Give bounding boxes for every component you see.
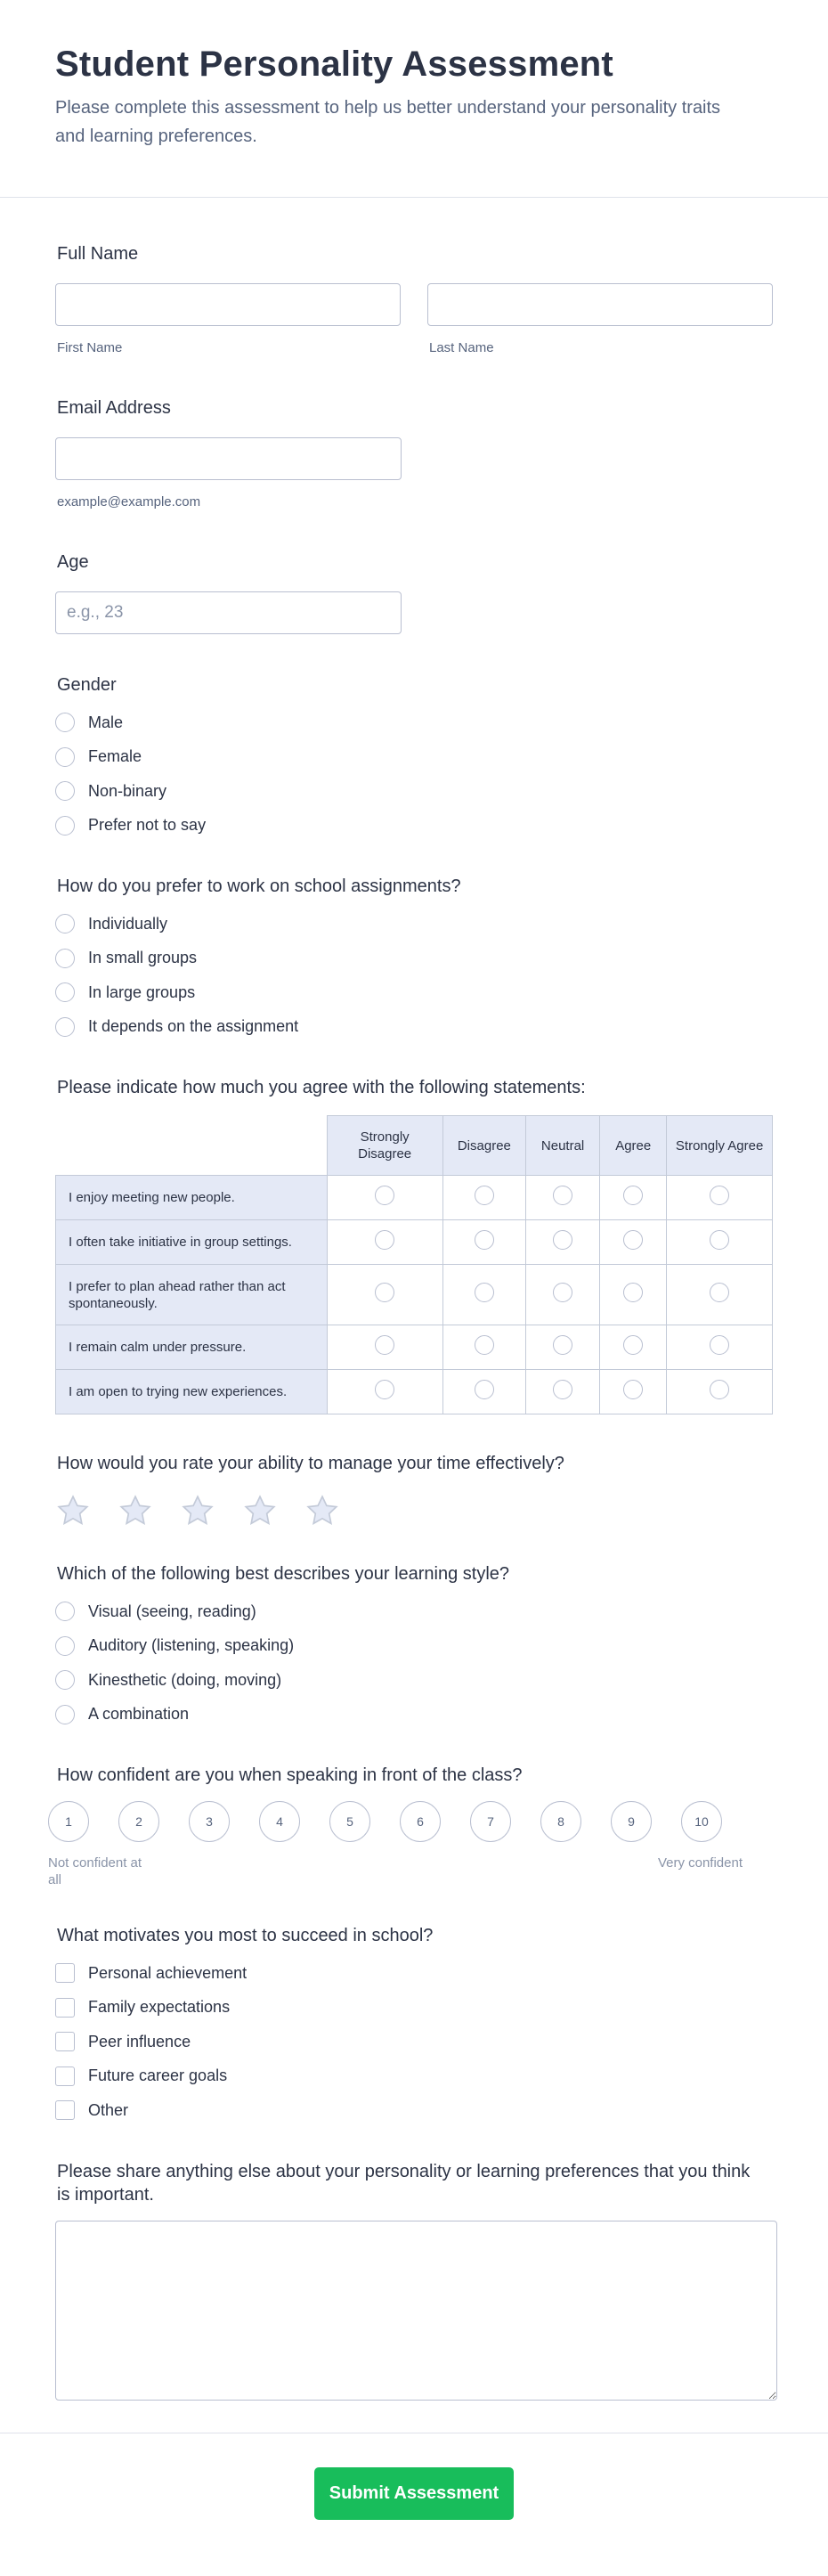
radio-button[interactable] [553, 1380, 572, 1399]
scale-option[interactable]: 7 [470, 1801, 511, 1842]
option-label: Prefer not to say [88, 816, 207, 835]
radio-button[interactable] [55, 1602, 75, 1621]
radio-button[interactable] [55, 1705, 75, 1724]
scale-option[interactable]: 8 [540, 1801, 581, 1842]
gender-label: Gender [57, 675, 117, 695]
scale-option[interactable]: 3 [189, 1801, 230, 1842]
matrix-cell[interactable] [667, 1370, 773, 1414]
matrix-cell[interactable] [600, 1265, 667, 1325]
matrix-cell[interactable] [327, 1265, 442, 1325]
matrix-cell[interactable] [526, 1370, 600, 1414]
matrix-cell[interactable] [526, 1176, 600, 1220]
gender-option[interactable] [55, 809, 773, 844]
option-label: In small groups [88, 949, 198, 967]
matrix-cell[interactable] [327, 1220, 442, 1265]
option-label: Male [88, 713, 124, 731]
age-question [55, 550, 773, 634]
scale-option[interactable]: 5 [329, 1801, 370, 1842]
radio-button[interactable] [55, 816, 75, 836]
confidence-question [48, 1764, 773, 1888]
full-name-label: Full Name [57, 244, 139, 264]
age-input[interactable]: e.g., 23 [55, 591, 402, 634]
motivation-option[interactable] [55, 1956, 773, 1991]
work-preference-option[interactable] [55, 1010, 773, 1045]
option-label: Visual (seeing, reading) [88, 1602, 256, 1620]
matrix-cell[interactable] [442, 1265, 525, 1325]
radio-button[interactable] [55, 781, 75, 801]
learning-style-option[interactable] [55, 1629, 773, 1664]
radio-button[interactable] [475, 1283, 494, 1302]
scale-low-label: Not confident at all [48, 1855, 142, 1887]
radio-button[interactable] [623, 1335, 643, 1355]
email-input[interactable] [55, 437, 402, 480]
scale-high-label: Very confident [657, 1855, 743, 1871]
matrix-cell[interactable] [442, 1325, 525, 1370]
motivation-option[interactable] [55, 2025, 773, 2059]
gender-option[interactable] [55, 740, 773, 775]
option-label: It depends on the assignment [88, 1017, 299, 1036]
matrix-cell[interactable] [327, 1325, 442, 1370]
radio-button[interactable] [475, 1380, 494, 1399]
radio-button[interactable] [55, 1017, 75, 1037]
age-label: Age [57, 552, 89, 572]
radio-button[interactable] [623, 1283, 643, 1302]
learning-style-options [55, 1594, 773, 1732]
comments-label: Please share anything else about your personality or learning preferences that you think is important. [57, 2161, 751, 2205]
confidence-label: How confident are you when speaking in front of the class? [57, 1765, 523, 1785]
option-label: Kinesthetic (doing, moving) [88, 1670, 282, 1689]
motivation-option[interactable] [55, 2059, 773, 2094]
work-preference-option[interactable] [55, 942, 773, 976]
matrix-label: Please indicate how much you agree with the following statements: [57, 1078, 586, 1097]
learning-style-option[interactable] [55, 1698, 773, 1732]
learning-style-question [55, 1562, 773, 1732]
work-preference-options [55, 907, 773, 1044]
scale-option[interactable]: 4 [259, 1801, 300, 1842]
comments-textarea[interactable] [55, 2221, 777, 2401]
radio-button[interactable] [623, 1230, 643, 1250]
matrix-cell[interactable] [600, 1220, 667, 1265]
matrix-row-label: I remain calm under pressure. [56, 1325, 328, 1370]
star-rating [55, 1493, 773, 1528]
option-label: Peer influence [88, 2032, 191, 2050]
radio-button[interactable] [623, 1186, 643, 1205]
form-footer [0, 2433, 828, 2576]
radio-button[interactable] [710, 1230, 729, 1250]
matrix-cell[interactable] [442, 1220, 525, 1265]
matrix-row-label: I often take initiative in group settings. [56, 1220, 328, 1265]
agreement-matrix [55, 1115, 773, 1414]
work-preference-option[interactable] [55, 975, 773, 1010]
work-preference-question [55, 875, 773, 1044]
matrix-column-header: Agree [600, 1116, 667, 1176]
matrix-column-header: Disagree [442, 1116, 525, 1176]
radio-button[interactable] [55, 747, 75, 767]
work-preference-option[interactable] [55, 907, 773, 942]
radio-button[interactable] [375, 1283, 394, 1302]
radio-button[interactable] [375, 1186, 394, 1205]
option-label: Future career goals [88, 2067, 228, 2085]
matrix-cell[interactable] [667, 1325, 773, 1370]
radio-button[interactable] [710, 1335, 729, 1355]
scale-option[interactable]: 9 [611, 1801, 652, 1842]
comments-question [55, 2160, 773, 2405]
matrix-cell[interactable] [600, 1325, 667, 1370]
gender-option[interactable] [55, 705, 773, 740]
motivation-label: What motivates you most to succeed in school? [57, 1926, 434, 1945]
radio-button[interactable] [55, 713, 75, 732]
checkbox[interactable] [55, 1998, 75, 2018]
matrix-cell[interactable] [600, 1370, 667, 1414]
gender-options [55, 705, 773, 843]
option-label: Auditory (listening, speaking) [88, 1636, 295, 1655]
radio-button[interactable] [710, 1186, 729, 1205]
time-rating-label: How would you rate your ability to manage your time effectively? [57, 1454, 564, 1473]
matrix-cell[interactable] [600, 1176, 667, 1220]
radio-button[interactable] [475, 1186, 494, 1205]
matrix-corner [56, 1116, 328, 1176]
learning-style-label: Which of the following best describes your learning style? [57, 1564, 510, 1584]
page-title: Student Personality Assessment [55, 45, 613, 84]
first-name-sublabel: First Name [57, 340, 123, 355]
radio-button[interactable] [553, 1283, 572, 1302]
radio-button[interactable] [553, 1335, 572, 1355]
matrix-row-label: I am open to trying new experiences. [56, 1370, 328, 1414]
matrix-cell[interactable] [442, 1370, 525, 1414]
matrix-cell[interactable] [667, 1265, 773, 1325]
radio-button[interactable] [375, 1335, 394, 1355]
matrix-cell[interactable] [667, 1220, 773, 1265]
option-label: In large groups [88, 982, 196, 1001]
full-name-question [55, 242, 773, 355]
email-label: Email Address [57, 398, 171, 418]
matrix-cell[interactable] [526, 1220, 600, 1265]
radio-button[interactable] [553, 1186, 572, 1205]
matrix-column-header: Strongly Disagree [327, 1116, 442, 1176]
option-label: Individually [88, 914, 168, 933]
radio-button[interactable] [710, 1283, 729, 1302]
radio-button[interactable] [55, 949, 75, 968]
option-label: Female [88, 747, 142, 766]
radio-button[interactable] [623, 1380, 643, 1399]
confidence-scale [48, 1801, 773, 1842]
scale-option[interactable]: 1 [48, 1801, 89, 1842]
star-icon[interactable] [242, 1493, 278, 1528]
radio-button[interactable] [375, 1380, 394, 1399]
scale-option[interactable]: 2 [118, 1801, 159, 1842]
star-icon[interactable] [118, 1493, 153, 1528]
email-question [55, 396, 773, 509]
matrix-cell[interactable] [667, 1176, 773, 1220]
last-name-sublabel: Last Name [429, 340, 494, 355]
scale-labels [48, 1855, 743, 1888]
matrix-column-header: Neutral [526, 1116, 600, 1176]
matrix-cell[interactable] [327, 1370, 442, 1414]
matrix-cell[interactable] [526, 1325, 600, 1370]
form-header [0, 0, 828, 198]
gender-question [55, 673, 773, 843]
matrix-column-header: Strongly Agree [667, 1116, 773, 1176]
checkbox[interactable] [55, 2067, 75, 2086]
radio-button[interactable] [475, 1335, 494, 1355]
matrix-row-label: I enjoy meeting new people. [56, 1176, 328, 1220]
checkbox[interactable] [55, 1963, 75, 1983]
agreement-matrix-question [55, 1076, 773, 1414]
option-label: Non-binary [88, 781, 167, 800]
radio-button[interactable] [553, 1230, 572, 1250]
last-name-group [427, 283, 773, 355]
radio-button[interactable] [55, 1636, 75, 1656]
scale-option[interactable]: 10 [681, 1801, 722, 1842]
radio-button[interactable] [55, 982, 75, 1002]
learning-style-option[interactable] [55, 1594, 773, 1629]
radio-button[interactable] [55, 1670, 75, 1690]
option-label: Family expectations [88, 1998, 231, 2017]
name-row [55, 283, 773, 355]
matrix-cell[interactable] [327, 1176, 442, 1220]
checkbox[interactable] [55, 2100, 75, 2120]
learning-style-option[interactable] [55, 1663, 773, 1698]
gender-option[interactable] [55, 774, 773, 809]
first-name-group [55, 283, 401, 355]
option-label: Other [88, 2100, 129, 2119]
radio-button[interactable] [55, 914, 75, 933]
time-rating-question [55, 1452, 773, 1528]
last-name-input[interactable] [427, 283, 773, 326]
option-label: Personal achievement [88, 1963, 248, 1982]
scale-option[interactable]: 6 [400, 1801, 441, 1842]
checkbox[interactable] [55, 2032, 75, 2051]
radio-button[interactable] [375, 1230, 394, 1250]
matrix-row-label: I prefer to plan ahead rather than act spontaneously. [56, 1265, 328, 1325]
submit-button[interactable]: Submit Assessment [314, 2467, 514, 2520]
star-icon[interactable] [304, 1493, 340, 1528]
first-name-input[interactable] [55, 283, 401, 326]
page-subtitle: Please complete this assessment to help us better understand your personality traits and learning preferences. [55, 98, 721, 146]
form-content [0, 242, 828, 2405]
star-icon[interactable] [55, 1493, 91, 1528]
matrix-cell[interactable] [442, 1176, 525, 1220]
email-sublabel: example@example.com [57, 494, 201, 509]
motivation-option[interactable] [55, 1991, 773, 2026]
motivation-option[interactable] [55, 2093, 773, 2128]
motivation-options [55, 1956, 773, 2128]
radio-button[interactable] [710, 1380, 729, 1399]
motivation-question [55, 1924, 773, 2128]
star-icon[interactable] [180, 1493, 215, 1528]
radio-button[interactable] [475, 1230, 494, 1250]
work-preference-label: How do you prefer to work on school assignments? [57, 876, 461, 896]
matrix-cell[interactable] [526, 1265, 600, 1325]
option-label: A combination [88, 1705, 190, 1724]
